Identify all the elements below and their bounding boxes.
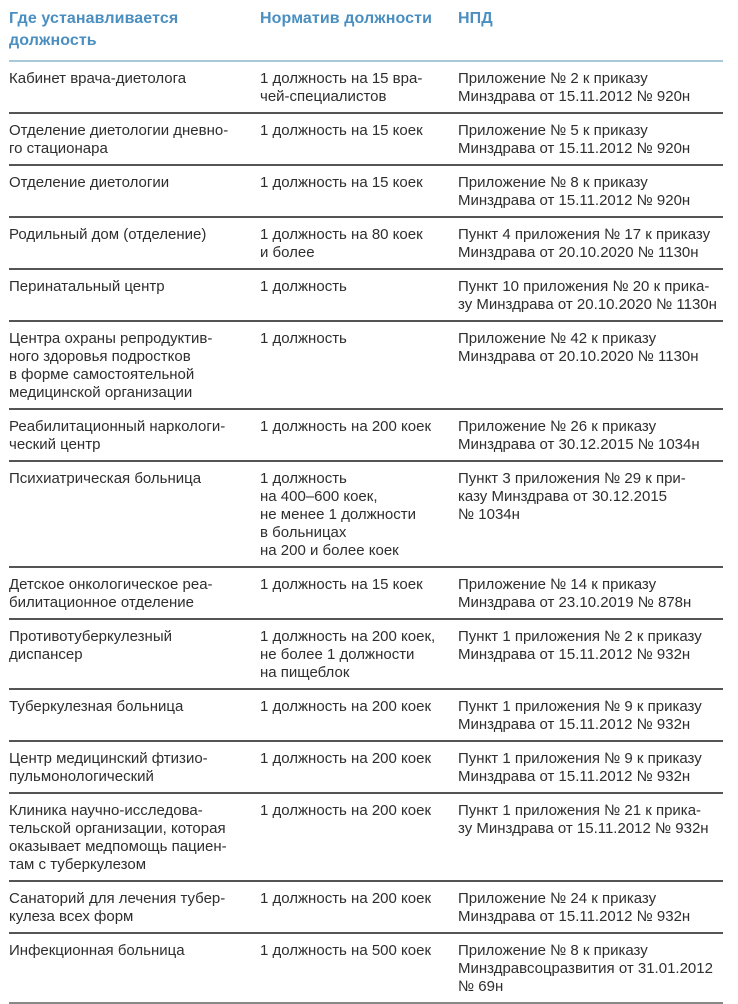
cell-npd: Приложение № 2 к приказу Минздрава от 15.11.2012 № 920н bbox=[458, 61, 723, 113]
cell-npd: Пункт 4 приложения № 17 к приказу Минздрава от 20.10.2020 № 1130н bbox=[458, 217, 723, 269]
cell-place: Реабилитационный наркологи- ческий центр bbox=[9, 409, 260, 461]
table-row bbox=[9, 881, 723, 933]
column-header-npd: НПД bbox=[458, 8, 723, 61]
cell-norm: 1 должность на 15 коек bbox=[260, 113, 458, 165]
cell-place: Санаторий для лечения тубер- кулеза всех форм bbox=[9, 881, 260, 933]
cell-place: Психиатрическая больница bbox=[9, 461, 260, 567]
cell-place: Перинатальный центр bbox=[9, 269, 260, 321]
table-row bbox=[9, 113, 723, 165]
cell-norm: 1 должность bbox=[260, 321, 458, 409]
cell-place: Центр медицинский фтизио- пульмонологический bbox=[9, 741, 260, 793]
table-row bbox=[9, 409, 723, 461]
cell-norm: 1 должность на 80 коек и более bbox=[260, 217, 458, 269]
column-header-norm: Норматив должности bbox=[260, 8, 458, 61]
cell-npd: Пункт 1 приложения № 21 к прика- зу Минздрава от 15.11.2012 № 932н bbox=[458, 793, 723, 881]
table-row bbox=[9, 321, 723, 409]
cell-place: Отделение диетологии bbox=[9, 165, 260, 217]
cell-norm: 1 должность bbox=[260, 269, 458, 321]
cell-npd: Пункт 1 приложения № 9 к приказу Минздрава от 15.11.2012 № 932н bbox=[458, 741, 723, 793]
cell-norm: 1 должность на 500 коек bbox=[260, 933, 458, 1003]
table-row bbox=[9, 217, 723, 269]
cell-norm: 1 должность на 15 вра- чей-специалистов bbox=[260, 61, 458, 113]
cell-place: Противотуберкулезный диспансер bbox=[9, 619, 260, 689]
table-row bbox=[9, 619, 723, 689]
cell-place: Родильный дом (отделение) bbox=[9, 217, 260, 269]
cell-norm: 1 должность на 200 коек bbox=[260, 689, 458, 741]
table-row bbox=[9, 741, 723, 793]
cell-place: Детское онкологическое реа- билитационное отделение bbox=[9, 567, 260, 619]
cell-npd: Приложение № 26 к приказу Минздрава от 30.12.2015 № 1034н bbox=[458, 409, 723, 461]
cell-place: Инфекционная больница bbox=[9, 933, 260, 1003]
cell-norm: 1 должность на 15 коек bbox=[260, 165, 458, 217]
cell-npd: Приложение № 8 к приказу Минздравсоцразвития от 31.01.2012 № 69н bbox=[458, 933, 723, 1003]
cell-norm: 1 должность на 400–600 коек, не менее 1 должности в больницах на 200 и более коек bbox=[260, 461, 458, 567]
cell-npd: Приложение № 42 к приказу Минздрава от 20.10.2020 № 1130н bbox=[458, 321, 723, 409]
cell-npd: Приложение № 5 к приказу Минздрава от 15.11.2012 № 920н bbox=[458, 113, 723, 165]
cell-npd: Приложение № 14 к приказу Минздрава от 23.10.2019 № 878н bbox=[458, 567, 723, 619]
table-row bbox=[9, 567, 723, 619]
cell-place: Отделение диетологии дневно- го стационара bbox=[9, 113, 260, 165]
cell-place: Туберкулезная больница bbox=[9, 689, 260, 741]
cell-npd: Пункт 3 приложения № 29 к при- казу Минздрава от 30.12.2015 № 1034н bbox=[458, 461, 723, 567]
table-body bbox=[9, 61, 723, 1003]
cell-npd: Приложение № 8 к приказу Минздрава от 15.11.2012 № 920н bbox=[458, 165, 723, 217]
table-header bbox=[9, 8, 723, 61]
column-header-place: Где устанавливается должность bbox=[9, 8, 260, 61]
header-row bbox=[9, 8, 723, 61]
table-row bbox=[9, 461, 723, 567]
table-row bbox=[9, 793, 723, 881]
cell-npd: Пункт 10 приложения № 20 к прика- зу Минздрава от 20.10.2020 № 1130н bbox=[458, 269, 723, 321]
table-row bbox=[9, 61, 723, 113]
cell-npd: Приложение № 24 к приказу Минздрава от 15.11.2012 № 932н bbox=[458, 881, 723, 933]
cell-norm: 1 должность на 15 коек bbox=[260, 567, 458, 619]
staffing-norms-table bbox=[9, 8, 723, 1004]
cell-norm: 1 должность на 200 коек, не более 1 должности на пищеблок bbox=[260, 619, 458, 689]
cell-norm: 1 должность на 200 коек bbox=[260, 409, 458, 461]
cell-norm: 1 должность на 200 коек bbox=[260, 881, 458, 933]
cell-place: Центра охраны репродуктив- ного здоровья подростков в форме самостоятельной медицинской организации bbox=[9, 321, 260, 409]
cell-norm: 1 должность на 200 коек bbox=[260, 793, 458, 881]
cell-place: Кабинет врача-диетолога bbox=[9, 61, 260, 113]
cell-npd: Пункт 1 приложения № 2 к приказу Минздрава от 15.11.2012 № 932н bbox=[458, 619, 723, 689]
cell-npd: Пункт 1 приложения № 9 к приказу Минздрава от 15.11.2012 № 932н bbox=[458, 689, 723, 741]
table-row bbox=[9, 269, 723, 321]
table-row bbox=[9, 933, 723, 1003]
table-row bbox=[9, 689, 723, 741]
cell-norm: 1 должность на 200 коек bbox=[260, 741, 458, 793]
table-row bbox=[9, 165, 723, 217]
cell-place: Клиника научно-исследова- тельской организации, которая оказывает медпомощь пациен- там с туберкулезом bbox=[9, 793, 260, 881]
